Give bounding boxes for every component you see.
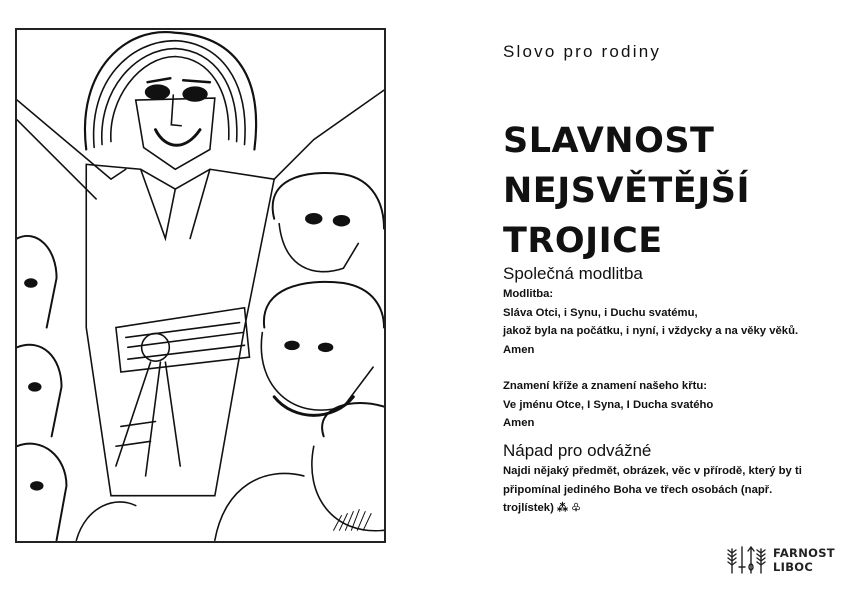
prayer-heading: Společná modlitba [503, 264, 643, 283]
prayer-line: Modlitba: [503, 288, 554, 300]
sparkles-icon: ⁂ [557, 502, 568, 514]
prayer-section [503, 263, 798, 433]
farnost-liboc-logo [727, 545, 835, 575]
idea-line-text: trojlístek) [503, 502, 554, 514]
title-line-1: SLAVNOST [503, 121, 715, 161]
shamrock-icon: ♧ [571, 502, 582, 514]
prayer-line: jakož byla na počátku, i nyní, i vždycky a na věky věků. [503, 325, 799, 337]
cross-line: Znamení kříže a znamení našeho křtu: [503, 380, 708, 392]
logo-line-2: LIBOC [773, 560, 814, 574]
ink-drawing [17, 30, 384, 541]
prayer-line: Sláva Otci, i Synu, i Duchu svatému, [503, 306, 698, 319]
idea-section [503, 440, 802, 518]
cross-line: Ve jménu Otce, I Syna, I Ducha svatého [503, 398, 714, 411]
cross-line: Amen [503, 417, 535, 429]
page-title [503, 116, 750, 266]
logo-line-1: FARNOST [773, 546, 835, 560]
illustration-jesus-with-disciples [15, 28, 386, 543]
kicker-slovo-pro-rodiny: Slovo pro rodiny [503, 42, 662, 61]
prayer-line: Amen [503, 343, 535, 356]
title-line-2: NEJSVĚTĚJŠÍ [503, 171, 750, 211]
logo-text [773, 546, 835, 574]
idea-line: Najdi nějaký předmět, obrázek, věc v přírodě, který by ti [503, 465, 802, 477]
wheat-sword-arrow-wheat-icon [727, 545, 767, 575]
idea-line [503, 499, 802, 518]
idea-line: připomínal jediného Boha ve třech osobách (např. [503, 483, 773, 496]
idea-heading: Nápad pro odvážné [503, 441, 652, 460]
spacer [503, 359, 798, 377]
title-line-3: TROJICE [503, 221, 663, 261]
